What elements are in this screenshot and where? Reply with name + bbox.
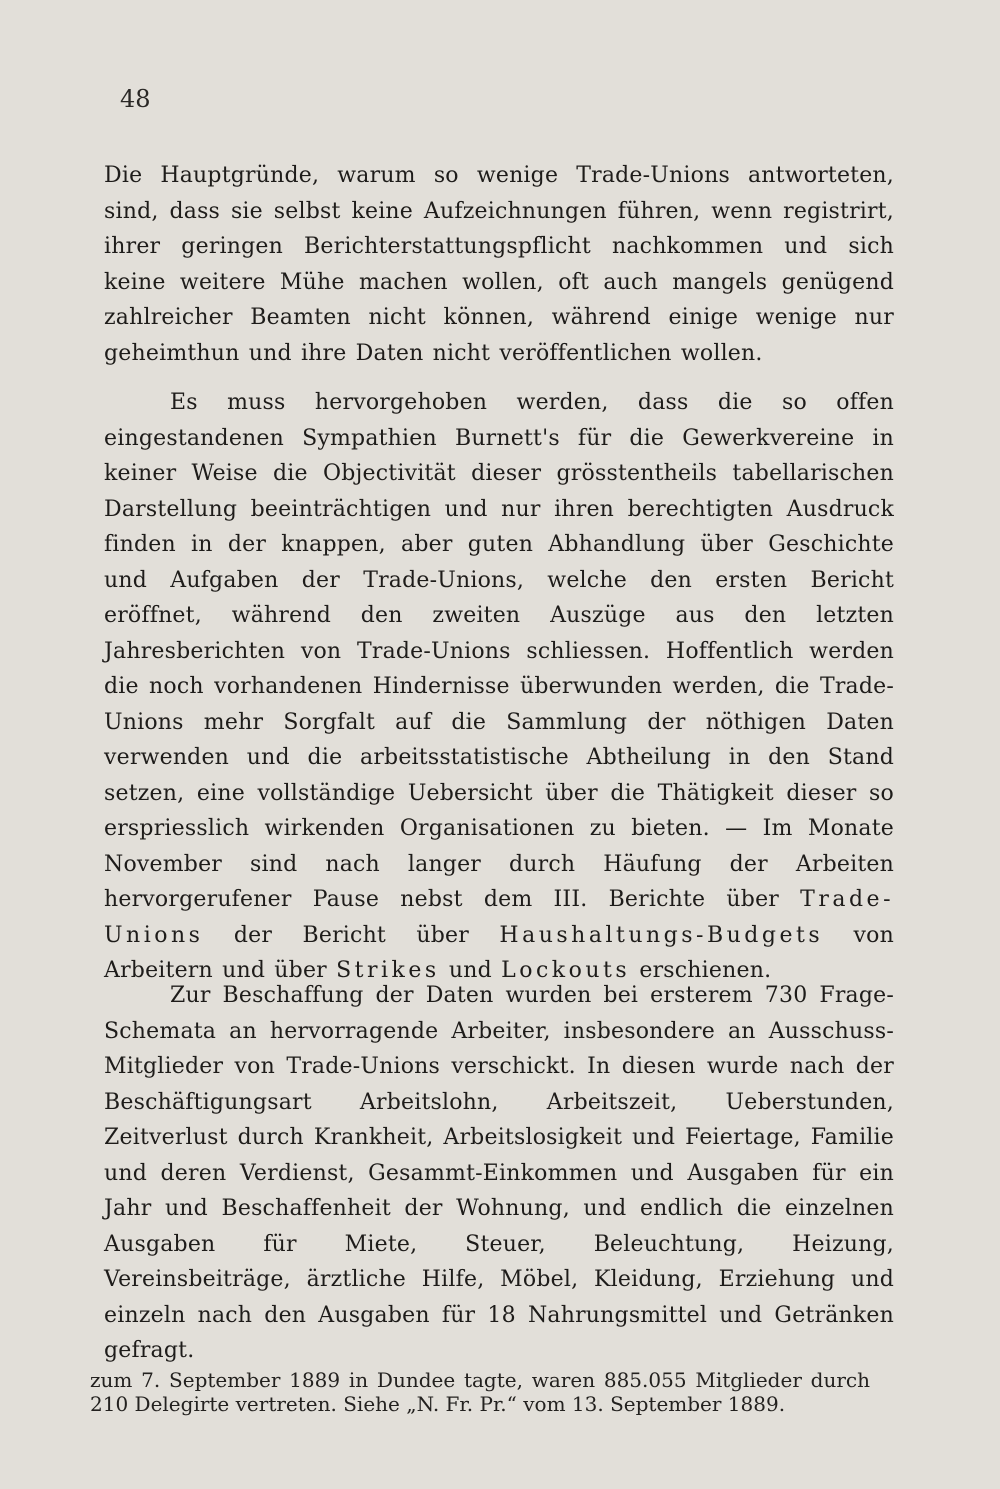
paragraph-2-text-2: der Bericht über xyxy=(203,922,500,948)
paragraph-3-block xyxy=(104,978,894,1369)
footnote xyxy=(90,1368,870,1416)
spaced-term-haushaltungs-budgets: Haushaltungs-Budgets xyxy=(499,922,824,948)
footnote-text: zum 7. September 1889 in Dundee tagte, waren 885.055 Mitglieder durch 210 Delegirte vertreten. Siehe „N. Fr. Pr.“ vom 13. September 1889. xyxy=(90,1368,870,1416)
paragraph-2-text-1: Es muss hervorgehoben werden, dass die so offen eingestandenen Sympathien Burnett's für die Gewerkvereine in keiner Weise die Objectivität dieser grösstentheils tabellarischen Darstellung beeinträchtigen und nur ihren berechtigten Ausdruck finden in der knappen, aber guten Abhandlung über Geschichte und Aufgaben der Trade-Unions, welche den ersten Bericht eröffnet, während den zweiten Auszüge aus den letzten Jahresberichten von Trade-Unions schliessen. Hoffentlich werden die noch vorhandenen Hindernisse überwunden werden, die Trade-Unions mehr Sorgfalt auf die Sammlung der nöthigen Daten verwenden und die arbeitsstatistische Abtheilung in den Stand setzen, eine vollständige Uebersicht über die Thätigkeit dieser so erspriesslich wirkenden Organisationen zu bieten. — Im Monate November sind nach langer durch Häufung der Arbeiten hervorgerufener Pause nebst dem III. Berichte über xyxy=(104,390,894,912)
paragraph-2-text-5: erschienen. xyxy=(630,958,772,983)
spaced-term-trade-unions: Trade-Unions xyxy=(104,887,894,948)
paragraph-2-text-3: von Arbeitern und über xyxy=(104,922,894,983)
paragraph-1-block xyxy=(104,158,894,371)
spaced-term-strikes: Strikes xyxy=(336,958,440,983)
paragraph-3: Zur Beschaffung der Daten wurden bei ersterem 730 Frage-Schemata an hervorragende Arbeiter, insbesondere an Ausschuss-Mitglieder von Trade-Unions verschickt. In diesen wurde nach der Beschäftigungsart Arbeitslohn, Arbeitszeit, Ueberstunden, Zeitverlust durch Krankheit, Arbeitslosigkeit und Feiertage, Familie und deren Verdienst, Gesammt-Einkommen und Ausgaben für ein Jahr und Beschaffenheit der Wohnung, und endlich die einzelnen Ausgaben für Miete, Steuer, Beleuchtung, Heizung, Vereinsbeiträge, ärztliche Hilfe, Möbel, Kleidung, Erziehung und einzeln nach den Ausgaben für 18 Nahrungsmittel und Getränken gefragt. xyxy=(104,983,894,1363)
paragraph-2 xyxy=(104,385,894,989)
paragraph-2-text-4: und xyxy=(439,958,502,983)
paragraph-2-block xyxy=(104,385,894,989)
paragraph-1: Die Hauptgründe, warum so wenige Trade-Unions antworteten, sind, dass sie selbst keine Aufzeichnungen führen, wenn registrirt, ihrer geringen Berichterstattungspflicht nachkommen und sich keine weitere Mühe machen wollen, oft auch mangels genügend zahlreicher Beamten nicht können, während einige wenige nur geheimthun und ihre Daten nicht veröffentlichen wollen. xyxy=(104,163,894,366)
spaced-term-lockouts: Lockouts xyxy=(501,958,631,983)
page-number: 48 xyxy=(120,85,151,113)
